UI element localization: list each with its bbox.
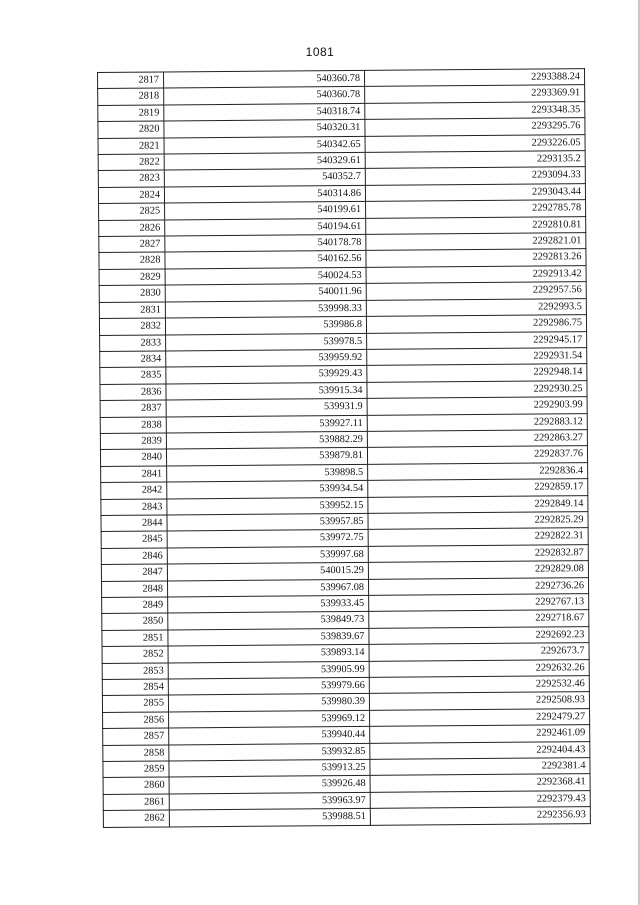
- point-number-cell: 2844: [101, 515, 167, 532]
- y-coordinate-cell: 2292931.54: [367, 348, 587, 366]
- x-coordinate-cell: 539933.45: [168, 595, 369, 613]
- y-coordinate-cell: 2292832.87: [368, 544, 588, 562]
- x-coordinate-cell: 539915.34: [166, 382, 367, 400]
- x-coordinate-cell: 539969.12: [169, 710, 370, 728]
- y-coordinate-cell: 2292883.12: [367, 413, 587, 431]
- x-coordinate-cell: 540360.78: [164, 70, 365, 88]
- x-coordinate-cell: 539997.68: [167, 546, 368, 564]
- point-number-cell: 2827: [99, 236, 165, 253]
- y-coordinate-cell: 2292810.81: [366, 216, 586, 234]
- point-number-cell: 2847: [101, 564, 167, 581]
- x-coordinate-cell: 539893.14: [168, 645, 369, 663]
- x-coordinate-cell: 539926.48: [169, 776, 370, 794]
- x-coordinate-cell: 540342.65: [164, 136, 365, 154]
- point-number-cell: 2839: [100, 433, 166, 450]
- y-coordinate-cell: 2292692.23: [369, 626, 589, 644]
- point-number-cell: 2841: [101, 466, 167, 483]
- y-coordinate-cell: 2293369.91: [365, 85, 585, 103]
- point-number-cell: 2826: [99, 220, 165, 237]
- point-number-cell: 2840: [100, 449, 166, 466]
- table-row: [103, 807, 590, 827]
- coordinates-table-body: [98, 69, 591, 827]
- y-coordinate-cell: 2292837.76: [367, 446, 587, 464]
- point-number-cell: 2858: [103, 745, 169, 762]
- y-coordinate-cell: 2292986.75: [366, 315, 586, 333]
- point-number-cell: 2855: [102, 695, 168, 712]
- point-number-cell: 2853: [102, 663, 168, 680]
- y-coordinate-cell: 2292836.4: [368, 462, 588, 480]
- x-coordinate-cell: 539879.81: [166, 448, 367, 466]
- x-coordinate-cell: 540199.61: [165, 202, 366, 220]
- y-coordinate-cell: 2293135.2: [365, 151, 585, 169]
- page-number: 1081: [305, 45, 335, 59]
- point-number-cell: 2851: [102, 630, 168, 647]
- y-coordinate-cell: 2293226.05: [365, 134, 585, 152]
- point-number-cell: 2832: [99, 318, 165, 335]
- y-coordinate-cell: 2292825.29: [368, 512, 588, 530]
- y-coordinate-cell: 2292822.31: [368, 528, 588, 546]
- y-coordinate-cell: 2292736.26: [368, 577, 588, 595]
- point-number-cell: 2843: [101, 499, 167, 516]
- y-coordinate-cell: 2292859.17: [368, 479, 588, 497]
- point-number-cell: 2823: [98, 170, 164, 187]
- y-coordinate-cell: 2292945.17: [367, 331, 587, 349]
- x-coordinate-cell: 539986.8: [165, 316, 366, 334]
- y-coordinate-cell: 2292461.09: [370, 725, 590, 743]
- y-coordinate-cell: 2293043.44: [365, 184, 585, 202]
- point-number-cell: 2850: [102, 613, 168, 630]
- point-number-cell: 2857: [103, 728, 169, 745]
- x-coordinate-cell: 539972.75: [167, 530, 368, 548]
- point-number-cell: 2836: [100, 384, 166, 401]
- point-number-cell: 2861: [103, 794, 169, 811]
- y-coordinate-cell: 2292368.41: [370, 774, 590, 792]
- x-coordinate-cell: 540162.56: [165, 251, 366, 269]
- y-coordinate-cell: 2292821.01: [366, 233, 586, 251]
- coordinates-table: [97, 68, 591, 827]
- point-number-cell: 2837: [100, 400, 166, 417]
- point-number-cell: 2830: [99, 285, 165, 302]
- y-coordinate-cell: 2292379.43: [370, 791, 590, 809]
- x-coordinate-cell: 539882.29: [166, 431, 367, 449]
- x-coordinate-cell: 539927.11: [166, 415, 367, 433]
- y-coordinate-cell: 2292508.93: [369, 692, 589, 710]
- point-number-cell: 2859: [103, 761, 169, 778]
- point-number-cell: 2818: [98, 88, 164, 105]
- x-coordinate-cell: 540178.78: [165, 234, 366, 252]
- y-coordinate-cell: 2292957.56: [366, 282, 586, 300]
- point-number-cell: 2820: [98, 121, 164, 138]
- x-coordinate-cell: 539978.5: [166, 333, 367, 351]
- x-coordinate-cell: 540329.61: [164, 152, 365, 170]
- x-coordinate-cell: 539980.39: [168, 694, 369, 712]
- point-number-cell: 2821: [98, 138, 164, 155]
- point-number-cell: 2854: [102, 679, 168, 696]
- point-number-cell: 2856: [103, 712, 169, 729]
- y-coordinate-cell: 2292767.13: [369, 594, 589, 612]
- x-coordinate-cell: 539898.5: [167, 464, 368, 482]
- y-coordinate-cell: 2292381.4: [370, 758, 590, 776]
- point-number-cell: 2828: [99, 252, 165, 269]
- x-coordinate-cell: 539957.85: [167, 513, 368, 531]
- y-coordinate-cell: 2292930.25: [367, 380, 587, 398]
- y-coordinate-cell: 2292532.46: [369, 676, 589, 694]
- y-coordinate-cell: 2292863.27: [367, 430, 587, 448]
- x-coordinate-cell: 539931.9: [166, 399, 367, 417]
- y-coordinate-cell: 2292849.14: [368, 495, 588, 513]
- x-coordinate-cell: 539932.85: [169, 743, 370, 761]
- point-number-cell: 2838: [100, 416, 166, 433]
- y-coordinate-cell: 2292913.42: [366, 266, 586, 284]
- x-coordinate-cell: 539913.25: [169, 759, 370, 777]
- y-coordinate-cell: 2293388.24: [364, 69, 584, 87]
- x-coordinate-cell: 539952.15: [167, 497, 368, 515]
- y-coordinate-cell: 2292813.26: [366, 249, 586, 267]
- point-number-cell: 2819: [98, 105, 164, 122]
- y-coordinate-cell: 2292632.26: [369, 659, 589, 677]
- point-number-cell: 2842: [101, 482, 167, 499]
- x-coordinate-cell: 540318.74: [164, 103, 365, 121]
- point-number-cell: 2824: [98, 187, 164, 204]
- point-number-cell: 2852: [102, 646, 168, 663]
- x-coordinate-cell: 539905.99: [168, 661, 369, 679]
- y-coordinate-cell: 2292993.5: [366, 298, 586, 316]
- point-number-cell: 2848: [101, 581, 167, 598]
- point-number-cell: 2834: [100, 351, 166, 368]
- y-coordinate-cell: 2292903.99: [367, 397, 587, 415]
- y-coordinate-cell: 2292673.7: [369, 643, 589, 661]
- point-number-cell: 2849: [102, 597, 168, 614]
- point-number-cell: 2833: [100, 334, 166, 351]
- x-coordinate-cell: 540011.96: [165, 284, 366, 302]
- point-number-cell: 2825: [99, 203, 165, 220]
- x-coordinate-cell: 539940.44: [169, 727, 370, 745]
- y-coordinate-cell: 2293348.35: [365, 101, 585, 119]
- coordinates-table-wrapper: [97, 68, 591, 827]
- point-number-cell: 2846: [101, 548, 167, 565]
- y-coordinate-cell: 2292356.93: [370, 807, 590, 825]
- x-coordinate-cell: 539988.51: [169, 809, 370, 827]
- y-coordinate-cell: 2292718.67: [369, 610, 589, 628]
- point-number-cell: 2845: [101, 531, 167, 548]
- x-coordinate-cell: 540352.7: [164, 169, 365, 187]
- point-number-cell: 2862: [103, 810, 169, 827]
- point-number-cell: 2860: [103, 777, 169, 794]
- x-coordinate-cell: 539998.33: [165, 300, 366, 318]
- point-number-cell: 2829: [99, 269, 165, 286]
- x-coordinate-cell: 539963.97: [169, 792, 370, 810]
- x-coordinate-cell: 540015.29: [167, 563, 368, 581]
- x-coordinate-cell: 539929.43: [166, 366, 367, 384]
- y-coordinate-cell: 2293094.33: [365, 167, 585, 185]
- point-number-cell: 2835: [100, 367, 166, 384]
- y-coordinate-cell: 2293295.76: [365, 118, 585, 136]
- y-coordinate-cell: 2292785.78: [366, 200, 586, 218]
- x-coordinate-cell: 540194.61: [165, 218, 366, 236]
- x-coordinate-cell: 539934.54: [167, 481, 368, 499]
- point-number-cell: 2822: [98, 154, 164, 171]
- x-coordinate-cell: 539967.08: [167, 579, 368, 597]
- x-coordinate-cell: 539979.66: [168, 677, 369, 695]
- x-coordinate-cell: 539849.73: [168, 612, 369, 630]
- x-coordinate-cell: 540024.53: [165, 267, 366, 285]
- x-coordinate-cell: 539959.92: [166, 349, 367, 367]
- x-coordinate-cell: 540320.31: [164, 120, 365, 138]
- y-coordinate-cell: 2292479.27: [370, 708, 590, 726]
- point-number-cell: 2831: [99, 302, 165, 319]
- x-coordinate-cell: 539839.67: [168, 628, 369, 646]
- x-coordinate-cell: 540360.78: [164, 87, 365, 105]
- y-coordinate-cell: 2292829.08: [368, 561, 588, 579]
- point-number-cell: 2817: [98, 72, 164, 89]
- y-coordinate-cell: 2292948.14: [367, 364, 587, 382]
- y-coordinate-cell: 2292404.43: [370, 741, 590, 759]
- x-coordinate-cell: 540314.86: [164, 185, 365, 203]
